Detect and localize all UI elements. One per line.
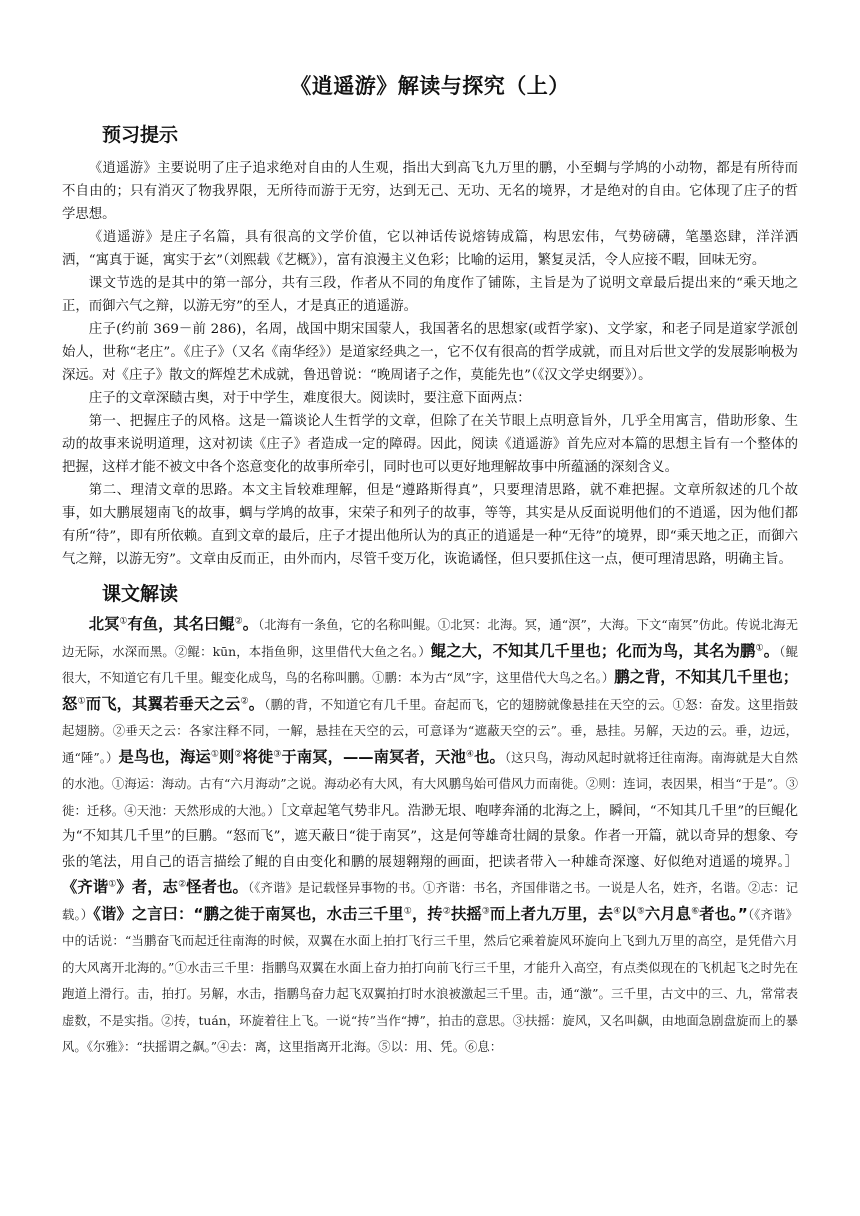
- footnote-marker: ①: [77, 696, 86, 707]
- original-text: 。: [248, 694, 265, 713]
- footnote-marker: ⑤: [636, 906, 645, 917]
- original-text: 《谐》之言曰：“鹏之徙于南冥也，水击三千里: [93, 904, 404, 923]
- original-text: 北冥: [88, 615, 120, 633]
- footnote-marker: ⑥: [691, 906, 700, 917]
- preview-section: [62, 157, 798, 571]
- footnote-marker: ①: [119, 616, 128, 627]
- original-text: 则: [218, 747, 235, 766]
- annotation-text: （《齐谐》是记载怪异事物的书。①齐谐：书名，齐国俳谐之书。一说是人名，姓齐，名谐。②志：记载。）: [62, 880, 798, 922]
- commentary-text: ［文章起笔气势非凡。浩渺无垠、咆哮奔涌的北海之上，瞬间，“不知其几千里”的巨鲲化为“不知其几千里”的巨鹏。“怒而飞”，遮天蔽日“徙于南冥”，这是何等雄奇壮阔的景象。作者一开篇，就以奇异的想象、夸张的笔法，用自己的语言描绘了鲲的自由变化和鹏的展翅翱翔的画面，把读者带入一种雄奇深邃、好似绝对逍遥的境界。］: [62, 803, 798, 870]
- original-text: 者也。”: [699, 904, 748, 923]
- original-text: ，抟: [411, 904, 443, 923]
- footnote-marker: ③: [273, 749, 282, 760]
- footnote-marker: ②: [178, 879, 187, 890]
- annotation-text: （鲲很大，不知道它有几千里。鲲变化成鸟，鸟的名称叫鹏。①鹏：本为古“凤”字，这里借代大鸟之名。）: [62, 643, 798, 685]
- footnote-marker: ④: [613, 906, 622, 917]
- footnote-marker: ②: [240, 696, 249, 707]
- paragraph: 第二、理清文章的思路。本文主旨较难理解，但是“遵路斯得真”，只要理清思路，就不难把握。文章所叙述的几个故事，如大鹏展翅南飞的故事，蜩与学鸠的故事，宋荣子和列子的故事，等等，其实是从反面说明他们的不逍遥，因为他们都有所“待”，即有所依赖。直到文章的最后，庄子才提出他所认为的真正的逍遥是一种“无待”的境界，即“乘天地之正，而御六气之辩，以游无穷”。文章由反而正，由外而内，尽管千变万化，诙诡谲怪，但只要抓住这一点，便可理清思路，明确主旨。: [62, 483, 798, 567]
- original-text: 扶摇: [450, 904, 482, 923]
- paragraph: 庄子的文章深赜古奥，对于中学生，难度很大。阅读时，要注意下面两点：: [88, 391, 531, 406]
- original-text: 鹏之背，不知其几千里也；怒: [62, 668, 798, 713]
- annotation-text: （北海有一条鱼，它的名称叫鲲。①北冥：北海。冥，通“溟”，大海。下文“南冥”仿此。传说北海无边无际，水深而黑。②鲲：kūn，本指鱼卵，这里借代大鱼之名。）: [62, 617, 798, 659]
- original-text: 《齐谐: [62, 878, 109, 896]
- footnote-marker: ①: [210, 749, 219, 760]
- annotation-text: （这只鸟，海动风起时就将迁往南海。南海就是大自然的水池。①海运：海动。古有“六月海动”之说。海动必有大风，有大风鹏鸟始可借风力而南徙。②则：连词，表因果，相当“于是”。③徙：迁移。④天池：天然形成的大池。）: [62, 749, 798, 818]
- original-text: 于南冥，——南冥者，天池: [281, 747, 466, 766]
- original-text: 六月息: [644, 904, 692, 923]
- footnote-marker: ①: [108, 879, 117, 890]
- footnote-marker: ④: [465, 749, 475, 760]
- section-heading-preview: 预习提示: [102, 124, 179, 146]
- page-title: 《逍遥游》解读与探究（上）: [290, 73, 570, 98]
- paragraph: 课文节选的是其中的第一部分，共有三段，作者从不同的角度作了铺陈，主旨是为了说明文章最后提出来的“乘天地之正，而御六气之辩，以游无穷”的至人，才是真正的逍遥游。: [62, 276, 798, 314]
- footnote-marker: ②: [442, 906, 451, 917]
- original-text: 怪者也。: [186, 878, 248, 896]
- original-text: 。: [763, 641, 780, 660]
- original-text: 而飞，其翼若垂天之云: [85, 694, 241, 713]
- section-heading-analysis: 课文解读: [102, 583, 179, 605]
- paragraph: 庄子(约前 369－前 286)，名周，战国中期宋国蒙人，我国著名的思想家(或哲学家)、文学家，和老子同是道家学派创始人，世称“老庄”。《庄子》（又名《南华经》）是道家经典之一，它不仅有很高的哲学成就，而且对后世文学的发展影响极为深远。对《庄子》散文的辉煌艺术成就，鲁迅曾说：“晚周诸子之作，莫能先也”（《汉文学史纲要》）。: [62, 322, 798, 383]
- annotation-text: （《齐谐》中的话说：“当鹏奋飞而起迁往南海的时候，双翼在水面上拍打飞行三千里，然后它乘着旋风环旋向上飞到九万里的高空，是凭借六月的大风离开北海的。”①水击三千里：指鹏鸟双翼在水面上奋力拍打向前飞行三千里，才能升入高空，有点类似现在的飞机起飞之时先在跑道上滑行。击，拍打。另解，水击，指鹏鸟奋力起飞双翼拍打时水浪被激起三千里。击，通“激”。三千里，古文中的三、九，常常表虚数，不是实指。②抟，tuán，环旋着往上飞。一说“抟”当作“搏”，拍击的意思。③扶摇：旋风，又名叫飙，由地面急剧盘旋而上的暴风。《尔雅》：“扶摇谓之飙。”④去：离，这里指离开北海。⑤以：用、凭。⑥息：: [62, 906, 798, 1054]
- footnote-marker: ①: [755, 643, 764, 654]
- text-analysis-paragraph: [62, 612, 798, 1061]
- footnote-marker: ②: [234, 749, 243, 760]
- original-text: 将徙: [242, 747, 274, 766]
- paragraph: 《逍遥游》是庄子名篇，具有很高的文学价值，它以神话传说熔铸成篇，构思宏伟，气势磅礴，笔墨恣肆，洋洋洒洒，“寓真于诞，寓实于玄”（刘熙载《艺概》），富有浪漫主义色彩；比喻的运用，繁复灵活，令人应接不暇，回味无穷。: [62, 230, 798, 268]
- footnote-marker: ②: [234, 616, 243, 627]
- footnote-marker: ③: [481, 906, 490, 917]
- original-text: 是鸟也，海运: [118, 747, 211, 766]
- original-text: 也。: [474, 747, 505, 766]
- original-text: 鲲之大，不知其几千里也；化而为鸟，其名为鹏: [430, 641, 756, 660]
- original-text: 以: [621, 904, 637, 923]
- original-text: 》者，志: [116, 878, 179, 896]
- original-text: 而上者九万里，去: [489, 904, 614, 923]
- annotation-text: （鹏的背，不知道它有几千里。奋起而飞，它的翅膀就像悬挂在天空的云。①怒：奋发。这里指鼓起翅膀。②垂天之云：各家注释不同，一解，悬挂在天空的云，可意译为“遮蔽天空的云”。垂，悬挂。另解，天边的云。垂，边远，通“陲”。）: [62, 696, 798, 765]
- original-text: 有鱼，其名曰鲲: [127, 615, 235, 633]
- footnote-marker: ①: [403, 906, 412, 917]
- original-text: 。: [242, 615, 259, 633]
- paragraph: 《逍遥游》主要说明了庄子追求绝对自由的人生观，指出大到高飞九万里的鹏，小至蜩与学鸠的小动物，都是有所待而不自由的；只有消灭了物我界限，无所待而游于无穷，达到无己、无功、无名的境界，才是绝对的自由。它体现了庄子的哲学思想。: [62, 161, 798, 222]
- paragraph: 第一、把握庄子的风格。这是一篇谈论人生哲学的文章，但除了在关节眼上点明意旨外，几乎全用寓言，借助形象、生动的故事来说明道理，这对初读《庄子》者造成一定的障碍。因此，阅读《逍遥游》首先应对本篇的思想主旨有一个整体的把握，这样才能不被文中各个恣意变化的故事所牵引，同时也可以更好地理解故事中所蕴涵的深刻含义。: [62, 414, 798, 475]
